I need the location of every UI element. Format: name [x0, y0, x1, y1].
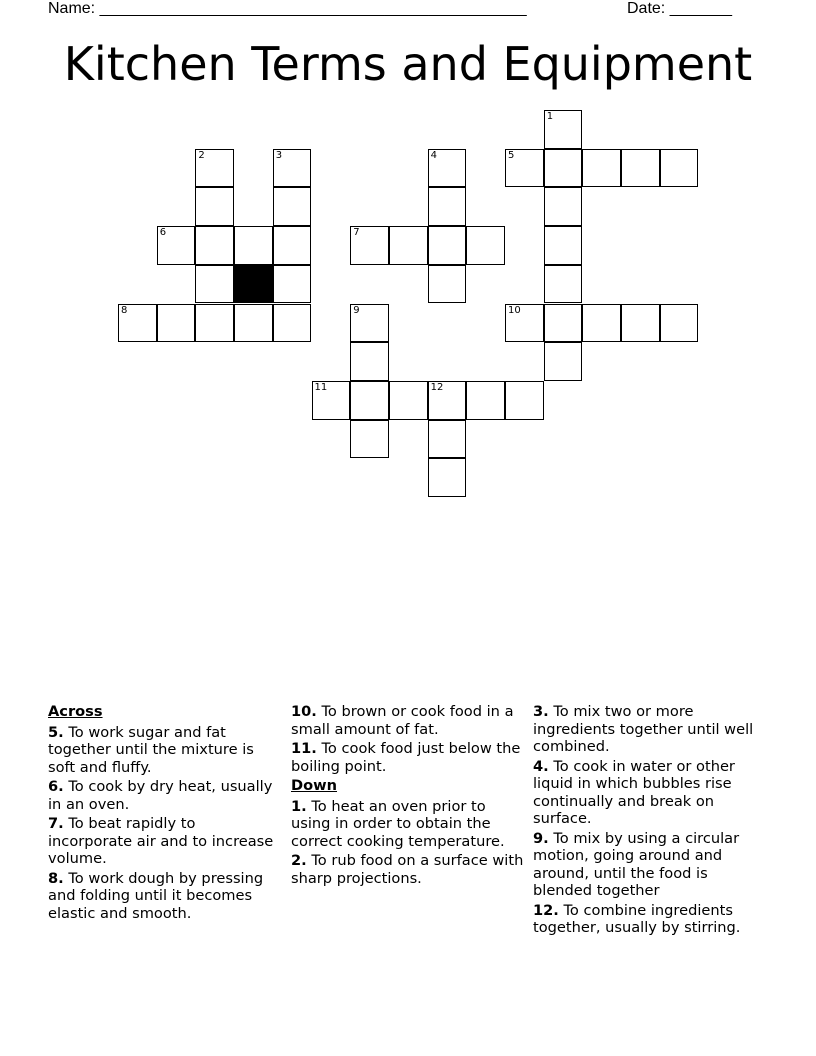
cell-number: 7: [353, 227, 360, 239]
grid-cell[interactable]: [544, 342, 583, 381]
cell-number: 12: [430, 381, 444, 393]
grid-cell[interactable]: [466, 381, 505, 420]
grid-cell[interactable]: [544, 187, 583, 226]
black-cell: [234, 265, 273, 304]
clue-item: [291, 740, 527, 775]
clue-text: To heat an oven prior to using in order to obtain the correct cooking temperature.: [291, 797, 505, 850]
clue-item: [48, 724, 284, 777]
grid-cell[interactable]: [428, 265, 467, 304]
clue-item: [48, 815, 284, 868]
clue-number: 11.: [291, 740, 317, 757]
cell-number: 3: [275, 149, 283, 161]
clue-number: 7.: [48, 815, 64, 832]
cell-number: 1: [546, 111, 554, 122]
grid-cell[interactable]: [660, 304, 699, 343]
grid-cell[interactable]: [428, 226, 467, 265]
cell-number: 5: [508, 149, 515, 161]
cell-number: 6: [159, 227, 167, 239]
grid-cell[interactable]: [660, 149, 699, 188]
grid-cell[interactable]: [505, 381, 544, 420]
clue-item: [48, 870, 284, 923]
grid-cell[interactable]: [273, 149, 312, 188]
grid-cell[interactable]: [505, 304, 544, 343]
clue-number: 10.: [291, 703, 317, 720]
grid-cell[interactable]: [195, 187, 234, 226]
cell-number: 10: [508, 304, 521, 316]
page-title: Kitchen Terms and Equipment: [63, 37, 753, 91]
grid-cell[interactable]: [544, 110, 583, 149]
grid-cell[interactable]: [582, 304, 621, 343]
clue-text: To cook by dry heat, usually in an oven.: [48, 778, 273, 813]
grid-cell[interactable]: [428, 149, 467, 188]
clue-section-heading: Down: [291, 777, 338, 794]
clue-item: [533, 703, 769, 756]
grid-cell[interactable]: [195, 265, 234, 304]
grid-cell[interactable]: [273, 304, 312, 343]
clue-text: To work sugar and fat together until the mixture is soft and fluffy.: [48, 723, 254, 776]
clue-number: 12.: [533, 901, 559, 919]
grid-cell[interactable]: [350, 304, 389, 343]
clue-number: 3.: [533, 703, 549, 720]
grid-cell[interactable]: [157, 304, 196, 343]
grid-cell[interactable]: [350, 381, 389, 420]
grid-cell[interactable]: [544, 304, 583, 343]
grid-cell[interactable]: [195, 149, 234, 188]
grid-cell[interactable]: [428, 381, 467, 420]
clue-text: To beat rapidly to incorporate air and to increase volume.: [48, 815, 274, 867]
grid-cell[interactable]: [118, 304, 157, 343]
clue-text: To work dough by pressing and folding until it becomes elastic and smooth.: [48, 869, 264, 922]
grid-cell[interactable]: [389, 381, 428, 420]
grid-cell[interactable]: [350, 342, 389, 381]
cell-number: 8: [121, 304, 128, 316]
grid-cell[interactable]: [621, 149, 660, 188]
clue-item: [291, 703, 527, 738]
clue-number: 6.: [48, 778, 64, 795]
grid-cell[interactable]: [544, 265, 583, 304]
clue-item: [533, 830, 769, 900]
grid-cell[interactable]: [273, 187, 312, 226]
clue-column-2: [291, 703, 527, 889]
clue-item: [533, 902, 769, 937]
clue-column-1: [48, 703, 284, 924]
clue-text: To combine ingredients together, usually by stirring.: [533, 901, 741, 936]
grid-cell[interactable]: [505, 149, 544, 188]
clue-number: 2.: [291, 852, 307, 869]
cell-number: 2: [198, 149, 205, 161]
grid-cell[interactable]: [544, 226, 583, 265]
clue-number: 5.: [48, 723, 64, 741]
grid-cell[interactable]: [582, 149, 621, 188]
grid-cell[interactable]: [544, 149, 583, 188]
clue-item: [291, 852, 527, 887]
grid-cell[interactable]: [312, 381, 351, 420]
clue-number: 4.: [533, 757, 549, 775]
grid-cell[interactable]: [195, 226, 234, 265]
cell-number: 11: [314, 381, 328, 393]
clue-item: [533, 758, 769, 828]
clue-text: To mix two or more ingredients together until well combined.: [533, 703, 754, 755]
grid-cell[interactable]: [428, 458, 467, 497]
clue-text: To rub food on a surface with sharp projections.: [291, 852, 524, 887]
cell-number: 4: [430, 149, 437, 161]
clue-text: To brown or cook food in a small amount of fat.: [291, 703, 514, 738]
cell-number: 9: [353, 304, 360, 316]
date-field-line: Date: _______: [627, 0, 732, 17]
grid-cell[interactable]: [157, 226, 196, 265]
grid-cell[interactable]: [234, 304, 273, 343]
grid-cell[interactable]: [273, 265, 312, 304]
clue-item: [291, 798, 527, 851]
clue-text: To mix by using a circular motion, going around and around, until the food is blended together: [533, 829, 740, 899]
clue-number: 1.: [291, 797, 307, 815]
clue-text: To cook in water or other liquid in which bubbles rise continually and break on surface.: [533, 757, 735, 827]
grid-cell[interactable]: [621, 304, 660, 343]
grid-cell[interactable]: [350, 226, 389, 265]
clue-number: 8.: [48, 869, 64, 887]
clue-item: [48, 778, 284, 813]
grid-cell[interactable]: [428, 420, 467, 459]
name-field-line: Name: ________________________________________________: [48, 0, 527, 17]
clue-section-heading: Across: [48, 703, 103, 720]
grid-cell[interactable]: [466, 226, 505, 265]
clue-column-3: [533, 703, 769, 939]
grid-cell[interactable]: [273, 226, 312, 265]
grid-cell[interactable]: [195, 304, 234, 343]
grid-cell[interactable]: [428, 187, 467, 226]
grid-cell[interactable]: [389, 226, 428, 265]
clue-text: To cook food just below the boiling point.: [291, 740, 521, 775]
clue-number: 9.: [533, 829, 549, 847]
crossword-grid: [0, 0, 816, 520]
grid-cell[interactable]: [234, 226, 273, 265]
grid-cell[interactable]: [350, 420, 389, 459]
